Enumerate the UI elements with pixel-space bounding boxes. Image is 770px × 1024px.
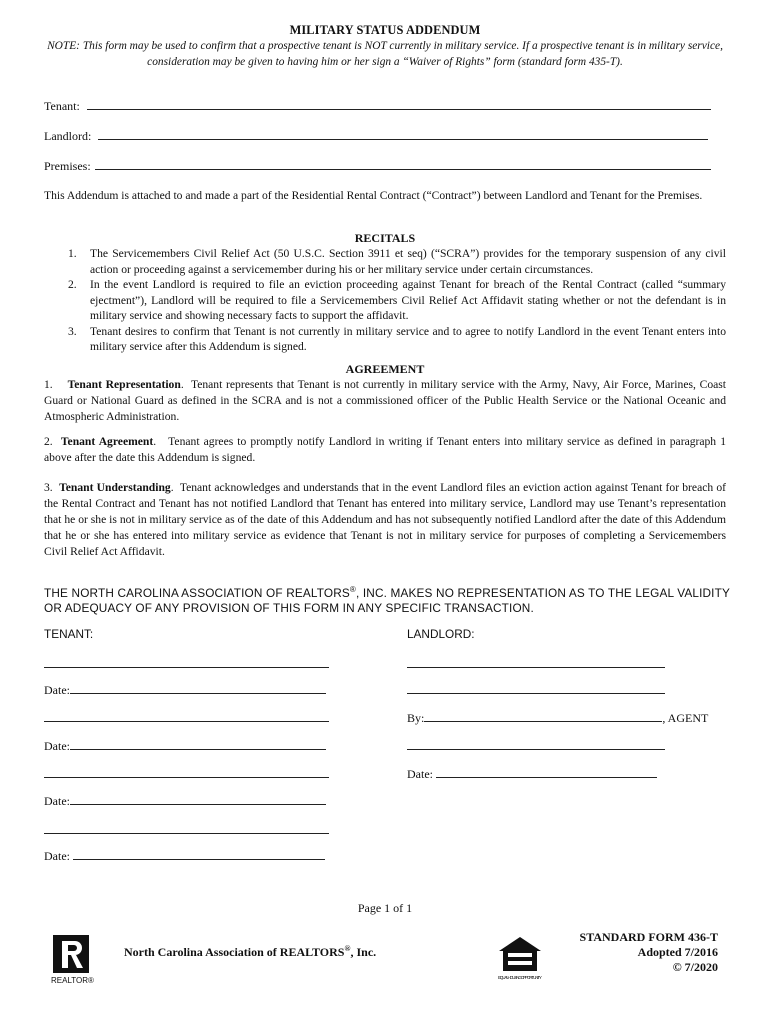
association-name: North Carolina Association of REALTORS [124,945,345,959]
landlord-signature-row [407,656,665,672]
paragraph-title: Tenant Representation [67,378,181,391]
agreement-paragraph-2: 2. Tenant Agreement. Tenant agrees to promptly notify Landlord in writing if Tenant enters into military service as defined in paragraph 1 above after the date this Addendum is signed. [44,435,726,464]
agent-signature-line[interactable] [424,710,662,722]
tenant-signature-row [44,656,329,672]
landlord-label: Landlord: [44,129,92,143]
agreement-heading: AGREEMENT [345,362,425,376]
tenant-date-row [44,682,326,698]
paragraph-title: Tenant Understanding [59,481,171,494]
landlord-field-row [44,128,734,144]
landlord-date-line[interactable] [436,766,657,778]
disclaimer-text: , INC. MAKES NO REPRESENTATION AS TO THE LEGAL VALIDITY OR ADEQUACY OF ANY PROVISION OF THIS FORM IN ANY SPECIFIC TRANSACTION. [44,585,730,616]
by-label: By: [407,711,425,725]
agreement-paragraph-1: 1. Tenant Representation. Tenant represents that Tenant is not currently in military service with the Army, Navy, Air Force, Marines, Coast Guard or National Guard as defined in the SCRA and is not a commissioned officer of the Public Health Service or the National Oceanic and Atmospheric Administration. [44,378,726,423]
tenant-name-input[interactable] [87,98,711,110]
landlord-signature-heading: LANDLORD: [407,627,475,641]
tenant-signature-heading: TENANT: [44,627,94,641]
date-label: Date: [407,767,433,781]
landlord-name-line[interactable] [407,656,665,668]
agent-label: , AGENT [662,711,709,725]
date-label: Date: [44,794,70,808]
recital-item [44,324,726,355]
tenant-signature-line[interactable] [44,656,329,668]
tenant-date-line[interactable] [70,738,326,750]
date-label: Date: [44,849,70,863]
recital-number: 1. [68,247,77,260]
registered-mark: ® [344,944,351,953]
recital-text: The Servicemembers Civil Relief Act (50 U.S.C. Section 3911 et seq) (“SCRA”) provides for the temporary suspension of any civil action or proceeding against a servicemember during his or her military service under certain circumstances. [90,247,726,276]
paragraph-text: Tenant acknowledges and understands that in the event Landlord files an eviction action against Tenant for breach of the Rental Contract and Tenant has not notified Landlord that Tenant has entered into military service, Landlord may use Tenant’s representation that he or she is not in military service as of the date of this Addendum and has not subsequently notified Landlord after the date of this Addendum that he or she has entered into military service as evidence that Tenant is not in military service for purposes of completing a Servicemembers Civil Relief Act Affidavit. [44,481,726,558]
landlord-signature-row [407,738,665,754]
landlord-signature-line[interactable] [407,682,665,694]
paragraph-text: Tenant agrees to promptly notify Landlord in writing if Tenant enters into military service as defined in paragraph 1 above after the date this Addendum is signed. [44,435,726,464]
tenant-date-line[interactable] [70,682,326,694]
date-label: Date: [44,683,70,697]
tenant-label: Tenant: [44,99,80,113]
form-title: MILITARY STATUS ADDENDUM [289,23,481,37]
footer-association [124,944,376,960]
realtor-logo-text: REALTOR® [51,976,94,985]
association-suffix: , Inc. [350,945,377,959]
form-note: NOTE: This form may be used to confirm that a prospective tenant is NOT currently in military service. If a prospective tenant is in military service, consideration may be given to having him or her sign a “Waiver of Rights” form (standard form 435-T). [47,40,723,68]
form-identifier [580,930,718,975]
tenant-date-line[interactable] [73,848,325,860]
tenant-signature-row [44,766,329,782]
agent-row [407,710,708,726]
form-revised-date: © 7/2020 [672,960,718,974]
tenant-date-row [44,738,326,754]
tenant-signature-line[interactable] [44,822,329,834]
recital-item [44,277,726,324]
agreement-paragraph-3: 3. Tenant Understanding. Tenant acknowledges and understands that in the event Landlord files an eviction action against Tenant for breach of the Rental Contract and Tenant has not notified Landlord that Tenant has entered into military service, Landlord may use Tenant’s representation that he or she is not in military service as of the date of this Addendum and has not subsequently notified Landlord after the date of this Addendum that he or she has entered into military service as evidence that Tenant is not in military service for purposes of completing a Servicemembers Civil Relief Act Affidavit. [44,481,726,558]
tenant-signature-row [44,822,329,838]
equal-housing-opportunity-icon [497,935,543,985]
tenant-signature-row [44,710,329,726]
registered-mark: ® [349,585,356,594]
recitals-list [44,246,726,355]
tenant-date-row [44,848,325,864]
disclaimer-text: THE NORTH CAROLINA ASSOCIATION OF REALTORS [44,585,350,600]
tenant-signature-line[interactable] [44,710,329,722]
premises-field-row [44,158,734,174]
tenant-field-row [44,98,734,114]
landlord-signature-row [407,682,665,698]
paragraph-number: 3. [44,481,53,494]
tenant-signature-line[interactable] [44,766,329,778]
form-adopted-date: Adopted 7/2016 [637,945,718,959]
date-label: Date: [44,739,70,753]
recital-text: Tenant desires to confirm that Tenant is not currently in military service and to agree to notify Landlord in the event Tenant enters into military service after this Addendum is signed. [90,324,726,353]
eho-logo-text: EQUAL HOUSING OPPORTUNITY [498,975,542,980]
recital-text: In the event Landlord is required to file an eviction proceeding against Tenant for breach of the Rental Contract (called “summary ejectment”), Landlord will be required to file a Servicemembers Civil Relief Act Affidavit stating whether or not the defendant is in military service and showing necessary facts to support the affidavit. [90,278,726,322]
intro-paragraph: This Addendum is attached to and made a part of the Residential Rental Contract (“Contract”) between Landlord and Tenant for the Premises. [44,189,703,202]
recitals-heading: RECITALS [354,231,416,245]
paragraph-number: 2. [44,435,53,448]
landlord-name-input[interactable] [98,128,708,140]
page-number: Page 1 of 1 [357,901,413,915]
paragraph-text: Tenant represents that Tenant is not currently in military service with the Army, Navy, Air Force, Marines, Coast Guard or National Guard as defined in the SCRA and is not a commissioned officer of the Public Health Service or the National Oceanic and Atmospheric Administration. [44,378,726,423]
premises-address-input[interactable] [95,158,711,170]
paragraph-title: Tenant Agreement [60,435,154,448]
recital-number: 2. [68,278,77,291]
recital-item [44,246,726,277]
landlord-extra-line[interactable] [407,738,665,750]
recital-number: 3. [68,324,77,338]
form-name: STANDARD FORM 436-T [579,930,718,944]
premises-label: Premises: [44,159,91,173]
tenant-date-line[interactable] [70,793,326,805]
realtor-logo-icon [50,934,98,986]
landlord-date-row [407,766,657,782]
tenant-date-row [44,793,326,809]
paragraph-number: 1. [44,378,53,391]
legal-disclaimer [44,582,730,617]
